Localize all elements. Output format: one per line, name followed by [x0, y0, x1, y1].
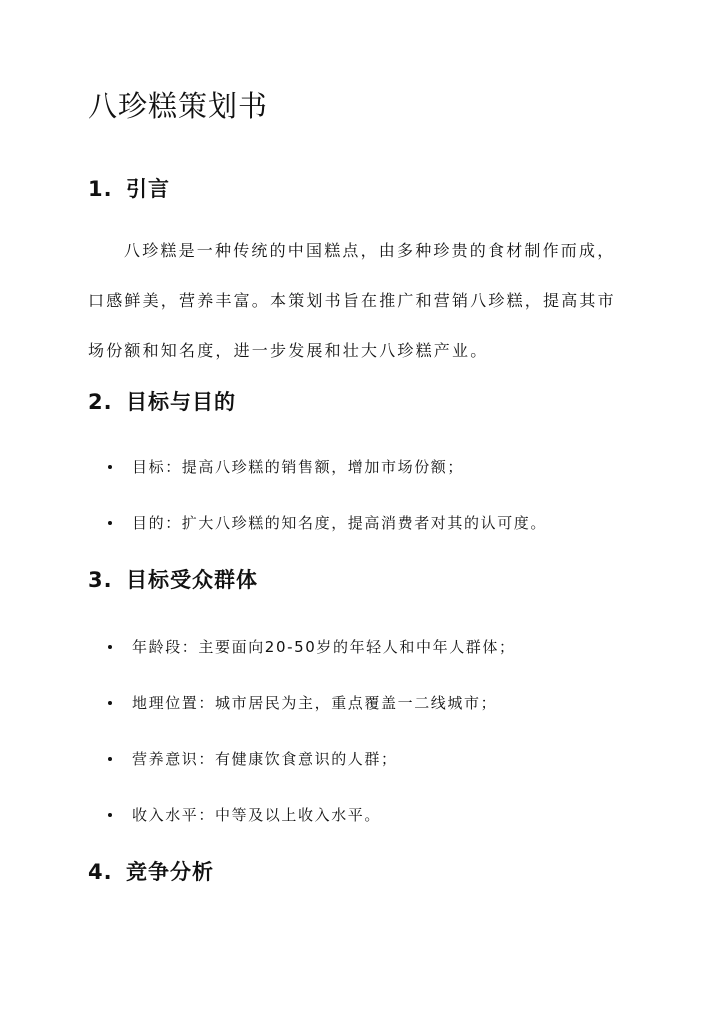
list-item — [108, 744, 516, 774]
list-item-text: 营养意识：有健康饮食意识的人群； — [132, 750, 398, 768]
section-1-title: 引言 — [126, 177, 170, 201]
list-item — [108, 688, 516, 718]
bullet-dot — [108, 645, 112, 649]
paragraph-line: 场份额和知名度，进一步发展和壮大八珍糕产业。 — [88, 341, 489, 360]
section-2-title: 目标与目的 — [126, 390, 236, 414]
list-item — [108, 452, 547, 482]
list-item — [108, 800, 516, 830]
list-item-text: 目标：提高八珍糕的销售额，增加市场份额； — [132, 458, 465, 476]
list-item-text: 收入水平：中等及以上收入水平。 — [132, 806, 382, 824]
paragraph-line: 八珍糕是一种传统的中国糕点，由多种珍贵的食材制作而成， — [124, 241, 616, 260]
bullet-dot — [108, 465, 112, 469]
section-3-bullet-list — [108, 632, 516, 830]
list-item — [108, 632, 516, 662]
list-item-text: 年龄段：主要面向20-50岁的年轻人和中年人群体； — [132, 638, 516, 656]
section-1-paragraph — [88, 236, 648, 386]
bullet-dot — [108, 757, 112, 761]
list-item — [108, 508, 547, 538]
section-1-number: 1. — [88, 177, 113, 201]
section-2-heading — [88, 387, 236, 417]
bullet-dot — [108, 813, 112, 817]
list-item-text: 地理位置：城市居民为主，重点覆盖一二线城市； — [132, 694, 498, 712]
section-4-heading — [88, 857, 214, 887]
section-4-number: 4. — [88, 860, 113, 884]
section-3-number: 3. — [88, 568, 113, 592]
section-2-bullet-list — [108, 452, 547, 538]
section-3-heading — [88, 565, 258, 595]
bullet-dot — [108, 701, 112, 705]
section-1-heading — [88, 174, 170, 204]
section-4-title: 竞争分析 — [126, 860, 214, 884]
paragraph-line: 口感鲜美，营养丰富。本策划书旨在推广和营销八珍糕，提高其市 — [88, 291, 616, 310]
section-2-number: 2. — [88, 390, 113, 414]
list-item-text: 目的：扩大八珍糕的知名度，提高消费者对其的认可度。 — [132, 514, 548, 532]
section-3-title: 目标受众群体 — [126, 568, 258, 592]
document-title: 八珍糕策划书 — [88, 89, 269, 123]
bullet-dot — [108, 521, 112, 525]
